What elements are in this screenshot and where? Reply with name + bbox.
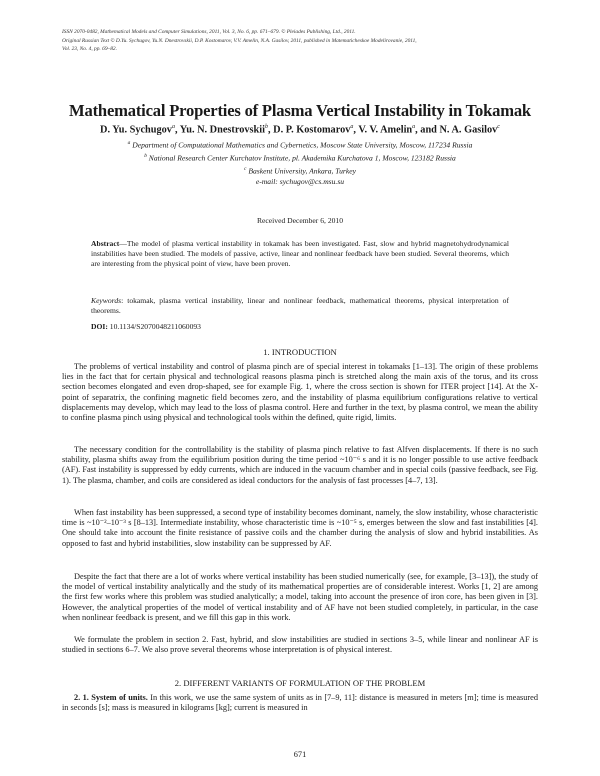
paper-title: Mathematical Properties of Plasma Vertical Instability in Tokamak	[69, 101, 531, 120]
keywords-label: Keywords	[91, 296, 122, 305]
affiliation-text: National Research Center Kurchatov Institute, pl. Akademika Kurchatova 1, Moscow, 123182 Russia	[148, 153, 456, 163]
author-name: N. A. Gasilov	[439, 124, 498, 136]
section-heading-introduction: 1. INTRODUCTION	[263, 347, 337, 357]
doi-value[interactable]: 10.1134/S2070048211060093	[109, 322, 201, 331]
keywords	[91, 296, 509, 316]
author-separator: ,	[353, 124, 359, 136]
body-paragraph: The necessary condition for the controllability is the stability of plasma pinch relative to fast Alfven displacements. If there is no such stability, plasma shifts away from the equilibrium position during the time period ~10⁻⁶ s and it is no longer possible to use active feedback (AF). Fast instability is suppressed by eddy currents, which are induced in the vacuum chamber and in special coils (passive feedback, see Fig. 1). The plasma, chamber, and coils are considered as ideal conductors for the analysis of fast processes [4–7, 13].	[62, 445, 538, 485]
affiliation	[20, 138, 580, 151]
author-affiliation-mark: a	[412, 124, 416, 130]
affiliation-mark: a	[127, 140, 131, 146]
body-paragraph: The problems of vertical instability and control of plasma pinch are of special interest in tokamaks [1–13]. The origin of these problems lies in the fact that for certain physical and technological reasons plasma pinch is stretched along the main axis of the torus, and its cross section becomes elongated and even drop-shaped, see for example Fig. 1, where the cross section is shown for ITER project [14]. At the X-point of separatrix, the confining magnetic field becomes zero, and the instability of plasma equilibrium configurations relative to vertical displacements may develop, which may lead to the loss of plasma control. Here and further in the text, by plasma control, we mean the ability to confine plasma pinch using physical and technological tools within the defined, quite rigid, limits.	[62, 362, 538, 423]
body-paragraph: When fast instability has been suppressed, a second type of instability becomes dominant, namely, the slow instability, whose characteristic time is ~10⁻²–10⁻³ s [8–13]. Intermediate instability, whose characteristic time is ~10⁻⁵ s, emerges between the slow and fast instabilities [4]. One should take into account the finite resistance of passive coils and the chamber during the analysis of slow and hybrid instabilities. As opposed to fast and hybrid instabilities, slow instability can be suppressed by AF.	[62, 508, 538, 548]
keywords-text: : tokamak, plasma vertical instability, linear and nonlinear feedback, mathematical theorems, physical interpretation of theorems.	[91, 296, 509, 316]
author-name: V. V. Amelin	[358, 124, 413, 136]
author-name: Yu. N. Dnestrovskii	[179, 124, 265, 136]
author-separator: ,	[174, 124, 180, 136]
email[interactable]: e-mail: sychugov@cs.msu.su	[255, 177, 345, 186]
subsection-label: 2. 1. System of units.	[74, 693, 148, 702]
body-paragraph: Despite the fact that there are a lot of works where vertical instability has been studied numerically (see, for example, [3–13]), the study of the model of vertical instability analytically and the study of its mathematical properties are of considerable interest. Works [1, 2] are among the first few works where this problem was studied analytically; a model, taking into account the presence of iron core, has been given in [3]. However, the analytical properties of the model of vertical instability and of AF have not been studied completely, in particular, in the case when nonlinear feedback is present, and we fill this gap in this work.	[62, 572, 538, 622]
subsection-text: In this work, we use the same system of units as in [7–9, 11]: distance is measured in meters [m]; time is measured in seconds [s]; mass is measured in kilograms [kg]; current is measured in	[62, 693, 538, 713]
doi-label: DOI:	[91, 322, 108, 331]
author-list	[20, 124, 580, 135]
affiliation-text: Baskent University, Ankara, Turkey	[248, 166, 356, 176]
page-number: 671	[293, 750, 307, 759]
author-affiliation-mark: a	[350, 124, 354, 130]
affiliation-mark: b	[144, 153, 147, 159]
abstract-label: Abstract	[91, 239, 120, 248]
abstract-text: The model of plasma vertical instability in tokamak has been investigated. Fast, slow and hybrid magnetohydrodynamical instabilities have been studied. The models of passive, active, linear and nonlinear feedback have been studied. Several theorems, which are interesting from the physical point of view, have been proven.	[91, 239, 509, 269]
author-name: D. P. Kostomarov	[273, 124, 351, 136]
section-heading-formulation: 2. DIFFERENT VARIANTS OF FORMULATION OF THE PROBLEM	[174, 678, 426, 688]
author-affiliation-mark: c	[497, 124, 500, 130]
doi	[91, 322, 201, 331]
received-date: Received December 6, 2010	[256, 216, 344, 225]
author-separator: , and	[415, 124, 440, 136]
author-separator: ,	[268, 124, 274, 136]
journal-header-line-2: Original Russian Text © D.Yu. Sychugov, Yu.N. Dnestrovskii, D.P. Kostomarov, V.V. Amelin, N.A. Gasilov, 2011, published in Matematicheskoe Modelirovanie, 2011,	[62, 38, 417, 44]
author-affiliation-mark: a	[171, 124, 175, 130]
body-paragraph: We formulate the problem in section 2. Fast, hybrid, and slow instabilities are studied in sections 3–5, while linear and nonlinear AF is studied in sections 6–7. We also prove several theorems whose interpretation is of physical interest.	[62, 635, 538, 655]
author-affiliation-mark: b	[265, 124, 268, 130]
journal-header-line-3: Vol. 23, No. 4, pp. 69–82.	[62, 46, 117, 52]
journal-header-line-1: ISSN 2070-0482, Mathematical Models and Computer Simulations, 2011, Vol. 3, No. 6, pp. 671–679. © Pleiades Publishing, Ltd., 2011.	[62, 29, 356, 35]
author-name: D. Yu. Sychugov	[100, 124, 172, 136]
abstract-dash: —	[119, 239, 127, 248]
subsection-paragraph	[62, 693, 538, 713]
affiliation-text: Department of Computational Mathematics and Cybernetics, Moscow State University, Moscow, 117234 Russia	[132, 140, 473, 150]
affiliation	[20, 151, 580, 164]
affiliation	[20, 164, 580, 177]
abstract	[91, 239, 509, 270]
affiliation-mark: c	[244, 166, 247, 172]
